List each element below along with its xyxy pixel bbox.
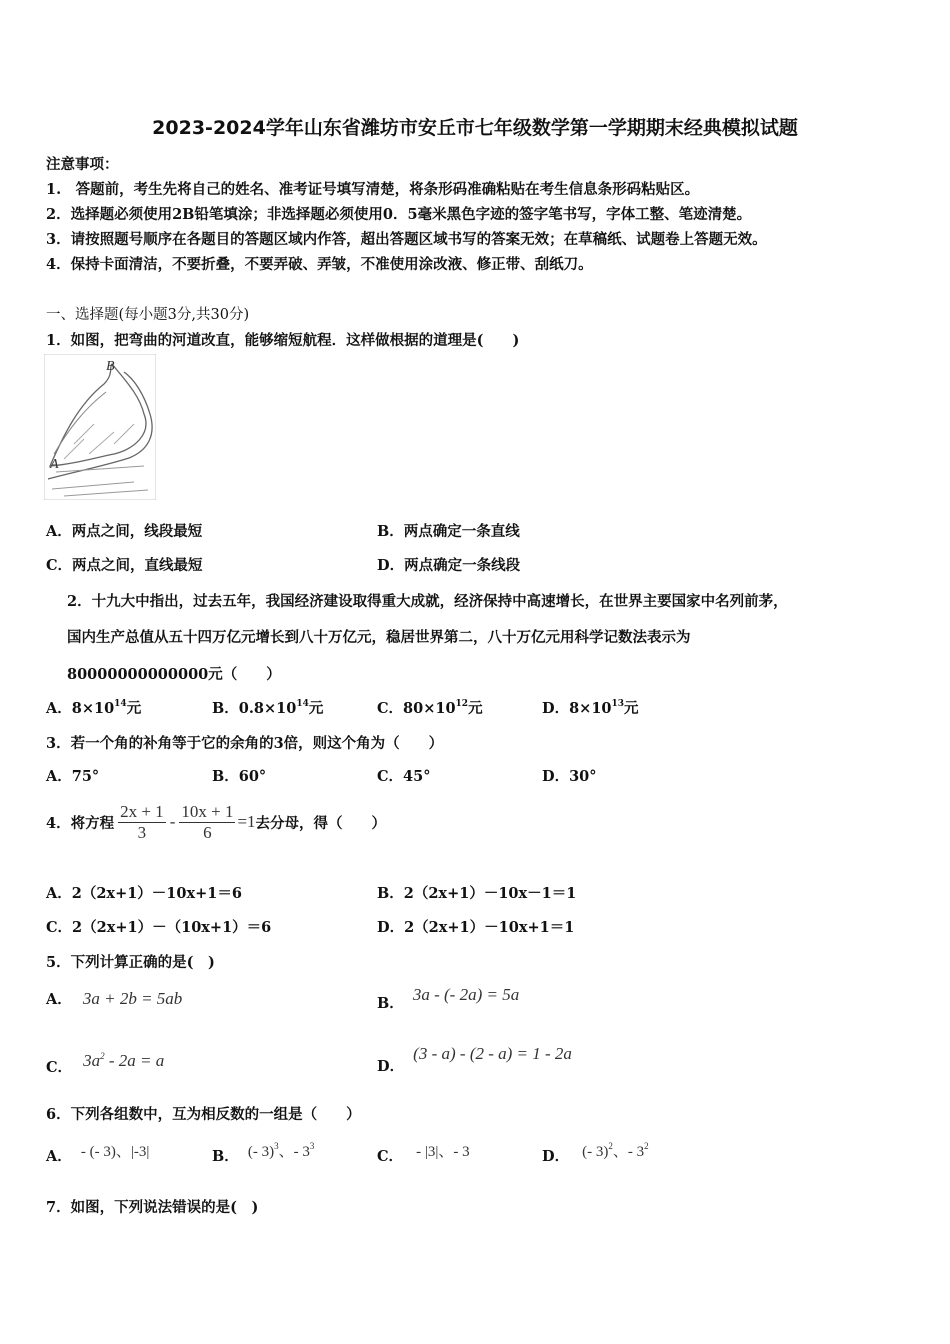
q6-option-d[interactable]: D． (- 3)$^2$、- $3^2$ [542,1141,649,1165]
q6-option-b[interactable]: B． (- 3)$^3$、- $3^3$ [212,1141,315,1165]
fig-label-a: A [50,457,59,472]
q1-stem: 1．如图，把弯曲的河道改直，能够缩短航程．这样做根据的道理是( ) [46,332,520,349]
q6-option-a[interactable]: A． - (- 3)、|-3| [46,1144,150,1165]
q2-option-c[interactable]: C．$80\times 10^{12}$元 [377,699,483,717]
q2-stem-line2: 国内生产总值从五十四万亿元增长到八十万亿元，稳居世界第二，八十万亿元用科学记数法表示为 [67,629,691,646]
q4-option-d[interactable]: D．2（2x+1）－10x+1＝1 [377,919,575,936]
q5-option-d[interactable]: D． (3 - a) - (2 - a) = 1 - 2a [377,1044,572,1075]
q5-option-a[interactable]: A． 3a + 2b = 5ab [46,989,183,1008]
section-heading: 一、选择题(每小题3分,共30分) [46,307,250,323]
q1-option-b[interactable]: B．两点确定一条直线 [377,523,520,540]
q5-stem: 5．下列计算正确的是( ) [46,954,215,971]
q3-stem: 3．若一个角的补角等于它的余角的3倍，则这个角为（ ） [46,735,444,752]
q3-option-b[interactable]: B．60° [212,768,267,785]
q2-option-d[interactable]: D．$8\times 10^{13}$元 [542,699,639,717]
notice-item: 2．选择题必须使用2B铅笔填涂；非选择题必须使用0．5毫米黑色字迹的签字笔书写，字体工整、笔迹清楚。 [46,206,752,223]
q3-option-c[interactable]: C．45° [377,768,431,785]
q2-option-a[interactable]: A．$8\times 10^{14}$元 [46,699,142,717]
q6-option-c[interactable]: C． - |3|、- 3 [377,1144,470,1165]
notice-heading: 注意事项： [46,156,119,173]
q5-option-c[interactable]: C． $3a^2 - 2a = a$ [46,1051,165,1076]
notice-item: 3．请按照题号顺序在各题目的答题区域内作答，超出答题区域书写的答案无效；在草稿纸、试题卷上答题无效。 [46,231,767,248]
fig-label-b: B [106,359,115,374]
q3-option-a[interactable]: A．75° [46,768,100,785]
q2-option-b[interactable]: B．$0.8\times 10^{14}$元 [212,699,324,717]
notice-item: 4．保持卡面清洁，不要折叠，不要弄破、弄皱，不准使用涂改液、修正带、刮纸刀。 [46,256,593,273]
q7-stem: 7．如图，下列说法错误的是( ) [46,1199,259,1216]
q1-option-a[interactable]: A．两点之间，线段最短 [46,523,203,540]
q6-stem: 6．下列各组数中，互为相反数的一组是（ ） [46,1106,361,1123]
q3-option-d[interactable]: D．30° [542,768,597,785]
notice-item: 1. 答题前，考生先将自己的姓名、准考证号填写清楚，将条形码准确粘贴在考生信息条形码粘贴区。 [46,181,700,198]
q2-stem-line1: 2．十九大中指出，过去五年，我国经济建设取得重大成就，经济保持中高速增长，在世界主要国家中名列前茅， [67,593,788,610]
q2-stem-line3: 80000000000000元（ ） [67,666,281,683]
q4-option-c[interactable]: C．2（2x+1）－（10x+1）＝6 [46,919,272,936]
page-title: 2023-2024学年山东省潍坊市安丘市七年级数学第一学期期末经典模拟试题 [152,117,798,139]
q1-option-d[interactable]: D．两点确定一条线段 [377,557,521,574]
q4-option-a[interactable]: A．2（2x+1）－10x+1＝6 [46,885,242,902]
q4-option-b[interactable]: B．2（2x+1）－10x－1＝1 [377,885,577,902]
q1-option-c[interactable]: C．两点之间，直线最短 [46,557,203,574]
river-figure [44,354,156,500]
q5-option-b[interactable]: B． 3a - (- 2a) = 5a [377,985,520,1012]
q4-stem: 4．将方程 $\frac{2x + 1}{3}$ - $\frac{10x + 1}{6}$ =1 去分母，得（ ） [46,801,387,842]
